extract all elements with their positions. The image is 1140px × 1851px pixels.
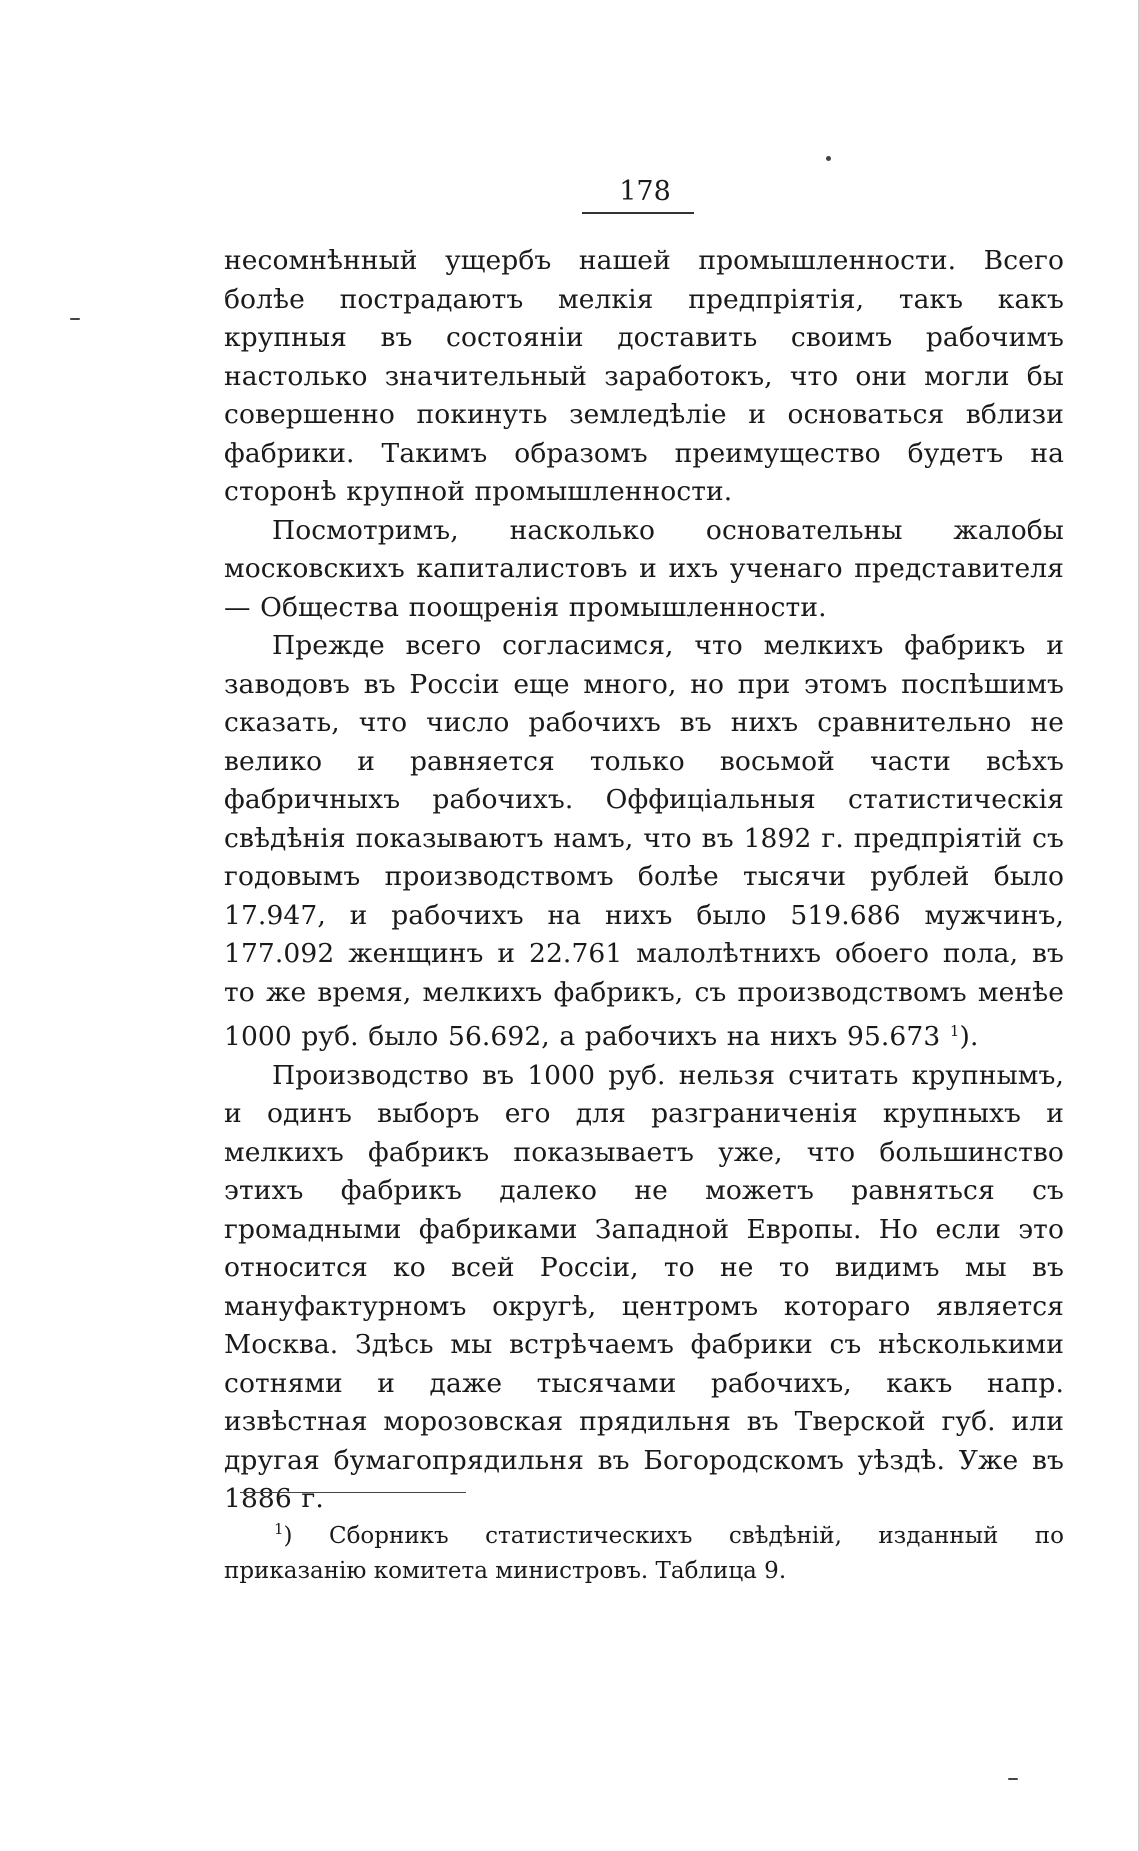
footnote-reference-close: ).	[959, 1021, 979, 1052]
footnote-separator	[240, 1492, 466, 1493]
footnote-reference: 1	[949, 1022, 960, 1040]
page-number: 178	[619, 176, 671, 207]
paragraph-3	[224, 627, 1064, 1057]
paragraph-4: Производство въ 1000 руб. нельзя считать крупнымъ, и одинъ выборъ его для разграниченія крупныхъ и мелкихъ фабрикъ показываетъ уже, что большинство этихъ фабрикъ далеко не можетъ равняться съ громадными фабриками Западной Европы. Но если это относится ко всей Россіи, то не то видимъ мы въ мануфактурномъ округѣ, центромъ котораго является Москва. Здѣсь мы встрѣчаемъ фабрики съ нѣсколькими сотнями и даже тысячами рабочихъ, какъ напр. извѣстная морозовская прядильня въ Тверской губ. или другая бумагопрядильня въ Богородскомъ уѣздѣ. Уже въ 1886 г.	[224, 1059, 1064, 1514]
footnote-text: Сборникъ статистическихъ свѣдѣній, изданный по приказанію комитета министровъ. Таблица 9.	[224, 1523, 1064, 1584]
page-number-rule	[582, 212, 694, 214]
footnote-mark: 1	[274, 1520, 284, 1538]
paragraph-2: Посмотримъ, насколько основательны жалобы московскихъ капиталистовъ и ихъ ученаго представителя— Общества поощренія промышленности.	[224, 514, 1064, 623]
footnote-mark-close: )	[283, 1523, 293, 1549]
scan-speck	[70, 318, 80, 320]
scan-speck	[826, 156, 831, 161]
paragraph-3-text: Прежде всего согласимся, что мелкихъ фабрикъ и заводовъ въ Россіи еще много, но при этомъ поспѣшимъ сказать, что число рабочихъ въ нихъ сравнительно не велико и равняется только восьмой части всѣхъ фабричныхъ рабочихъ. Оффиціальныя статистическія свѣдѣнія показываютъ намъ, что въ 1892 г. предпріятій съ годовымъ производствомъ болѣе тысячи рублей было 17.947, и рабочихъ на нихъ было 519.686 мужчинъ, 177.092 женщинъ и 22.761 малолѣтнихъ обоего пола, въ то же время, мелкихъ фабрикъ, съ производствомъ менѣе 1000 руб. было 56.692, а рабочихъ на нихъ 95.673	[224, 630, 1064, 1052]
footnote	[224, 1512, 1064, 1589]
paragraph-1: несомнѣнный ущербъ нашей промышленности. Всего болѣе пострадаютъ мелкія предпріятія, такъ какъ крупныя въ состояніи доставить своимъ рабочимъ настолько значительный заработокъ, что они могли бы совершенно покинуть земледѣліе и основаться вблизи фабрики. Такимъ образомъ преимущество будетъ на сторонѣ крупной промышленности.	[224, 245, 1064, 507]
main-text	[224, 242, 1064, 1519]
scan-speck	[1008, 1778, 1018, 1780]
